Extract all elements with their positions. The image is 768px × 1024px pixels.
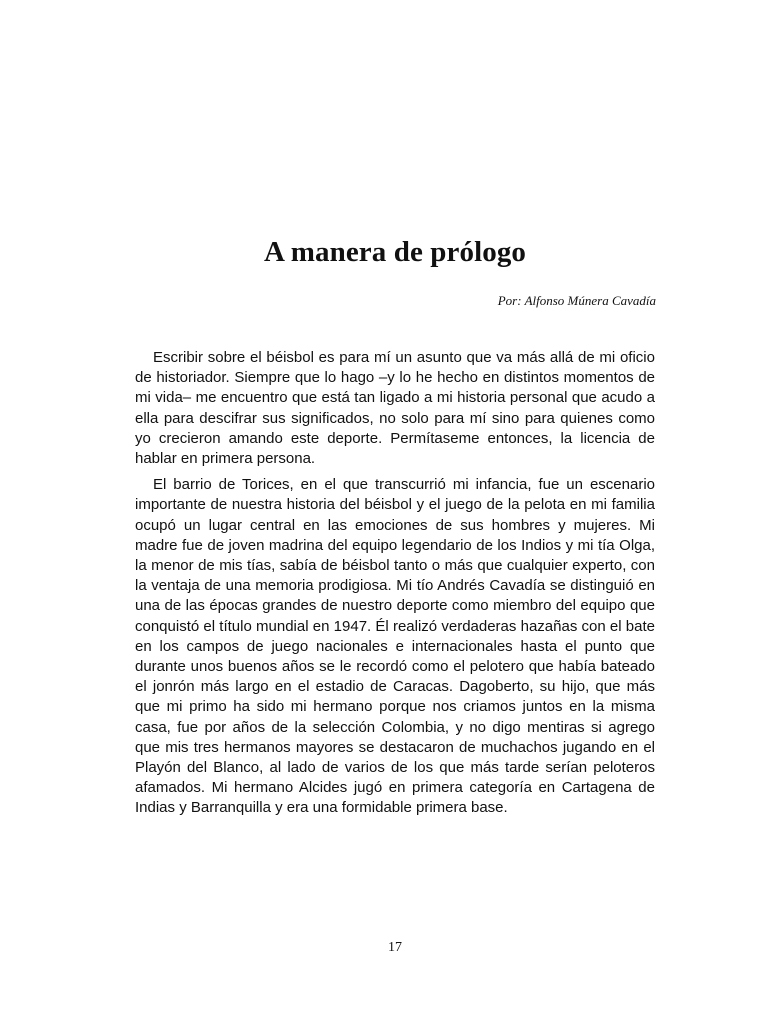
chapter-body <box>135 348 655 825</box>
author-byline: Por: Alfonso Múnera Cavadía <box>497 293 656 308</box>
chapter-title: A manera de prólogo <box>263 236 527 268</box>
body-paragraph: Escribir sobre el béisbol es para mí un asunto que va más allá de mi oficio de historiador. Siempre que lo hago –y lo he hecho en distintos momentos de mi vida– me encuentro que está tan ligado a mi historia personal que acudo a ella para descifrar sus significados, no solo para mí sino para quienes como yo crecieron amando este deporte. Permítaseme entonces, la licencia de hablar en primera persona. <box>135 349 655 468</box>
body-paragraph: El barrio de Torices, en el que transcurrió mi infancia, fue un escenario importante de nuestra historia del béisbol y el juego de la pelota en mi familia ocupó un lugar central en las emociones de sus hombres y mujeres. Mi madre fue de joven madrina del equipo legendario de los Indios y mi tía Olga, la menor de mis tías, sabía de béisbol tanto o más que cualquier experto, con la ventaja de una memoria prodigiosa. Mi tío Andrés Cavadía se distinguió en una de las épocas grandes de nuestro deporte como miembro del equipo que conquistó el título mundial en 1947. Él realizó verdaderas hazañas con el bate en los campos de juego nacionales e internacionales hasta el punto que durante unos buenos años se le recordó como el pelotero que había bateado el jonrón más largo en el estadio de Caracas. Dagoberto, su hijo, que más que mi primo ha sido mi hermano porque nos criamos juntos en la misma casa, fue por años de la selección Colombia, y no digo mentiras si agrego que mis tres hermanos mayores se destacaron de muchachos jugando en el Playón del Blanco, al lado de varios de los que más tarde serían peloteros afamados. Mi hermano Alcides jugó en primera categoría en Cartagena de Indias y Barranquilla y era una formidable primera base. <box>135 476 655 817</box>
page-number: 17 <box>388 940 402 955</box>
